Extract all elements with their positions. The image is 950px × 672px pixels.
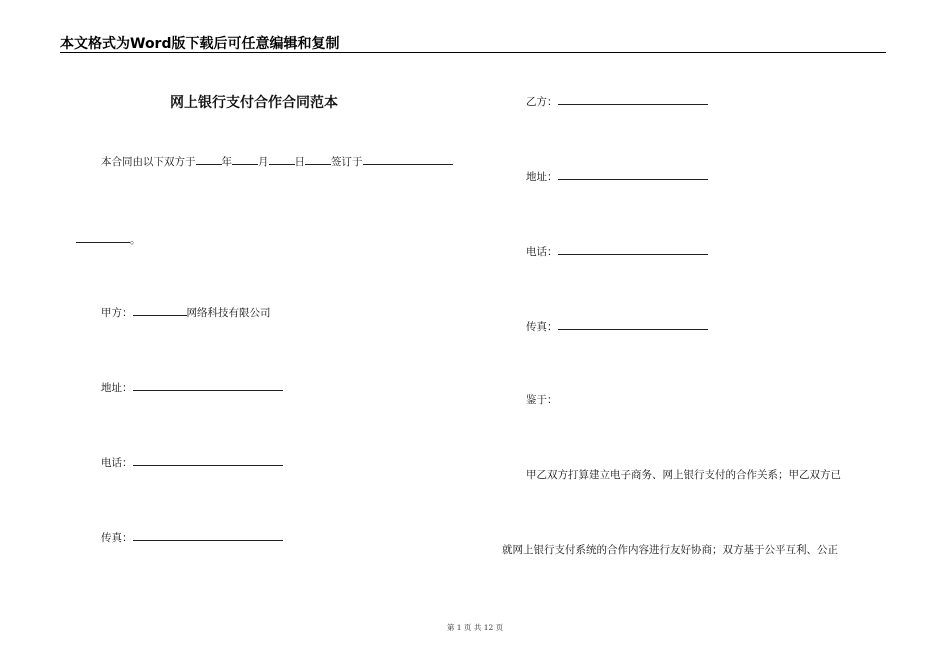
party-a-fax-line xyxy=(101,529,283,545)
intro-continuation xyxy=(76,231,141,247)
party-a-phone-blank xyxy=(133,454,283,466)
page-header: 本文格式为Word版下载后可任意编辑和复制 xyxy=(60,36,340,52)
footer-pre: 第 xyxy=(446,623,455,632)
party-b-fax-label: 传真： xyxy=(526,321,558,333)
party-b-phone-line xyxy=(526,243,708,259)
party-a-name-blank xyxy=(133,304,187,316)
party-a-phone-line xyxy=(101,454,283,470)
intro-end: 。 xyxy=(130,234,141,246)
party-b-phone-blank xyxy=(558,243,708,255)
party-a-address-line xyxy=(101,379,283,395)
intro-day: 日 xyxy=(294,156,305,168)
year-blank xyxy=(196,153,222,165)
day-gap-blank xyxy=(305,153,331,165)
footer-page-number: 1 xyxy=(456,623,462,632)
intro-year: 年 xyxy=(221,156,232,168)
party-b-address-label: 地址： xyxy=(526,171,558,183)
footer-mid1: 页 xyxy=(463,623,472,632)
intro-signed-at: 签订于 xyxy=(331,156,363,168)
party-a-line xyxy=(101,304,271,320)
party-a-company-suffix: 网络科技有限公司 xyxy=(186,307,271,319)
party-b-fax-blank xyxy=(558,318,708,330)
party-a-address-label: 地址： xyxy=(101,382,133,394)
header-rule xyxy=(60,52,886,53)
footer-post: 页 xyxy=(495,623,504,632)
place-blank-continued xyxy=(76,231,130,243)
intro-line xyxy=(101,153,453,169)
party-b-fax-line xyxy=(526,318,708,334)
intro-month: 月 xyxy=(258,156,269,168)
day-blank xyxy=(269,153,295,165)
whereas-paragraph-line-2: 就网上银行支付系统的合作内容进行友好协商；双方基于公平互利、公正 xyxy=(502,544,838,556)
footer-total-pages: 12 xyxy=(483,623,494,632)
whereas-heading: 鉴于： xyxy=(526,394,558,406)
page-footer xyxy=(0,622,950,633)
party-a-fax-blank xyxy=(133,529,283,541)
intro-start: 本合同由以下双方于 xyxy=(101,156,196,168)
month-blank xyxy=(232,153,258,165)
party-a-label: 甲方： xyxy=(101,307,133,319)
party-b-address-blank xyxy=(558,168,708,180)
place-blank xyxy=(363,153,453,165)
footer-mid2: 共 xyxy=(473,623,482,632)
party-a-address-blank xyxy=(133,379,283,391)
party-b-label: 乙方： xyxy=(526,96,558,108)
party-b-phone-label: 电话： xyxy=(526,246,558,258)
party-a-phone-label: 电话： xyxy=(101,457,133,469)
party-b-name-blank xyxy=(558,93,708,105)
party-a-fax-label: 传真： xyxy=(101,532,133,544)
whereas-paragraph-line-1: 甲乙双方打算建立电子商务、网上银行支付的合作关系；甲乙双方已 xyxy=(526,469,841,481)
document-title: 网上银行支付合作合同范本 xyxy=(170,95,338,111)
party-b-line xyxy=(526,93,708,109)
party-b-address-line xyxy=(526,168,708,184)
